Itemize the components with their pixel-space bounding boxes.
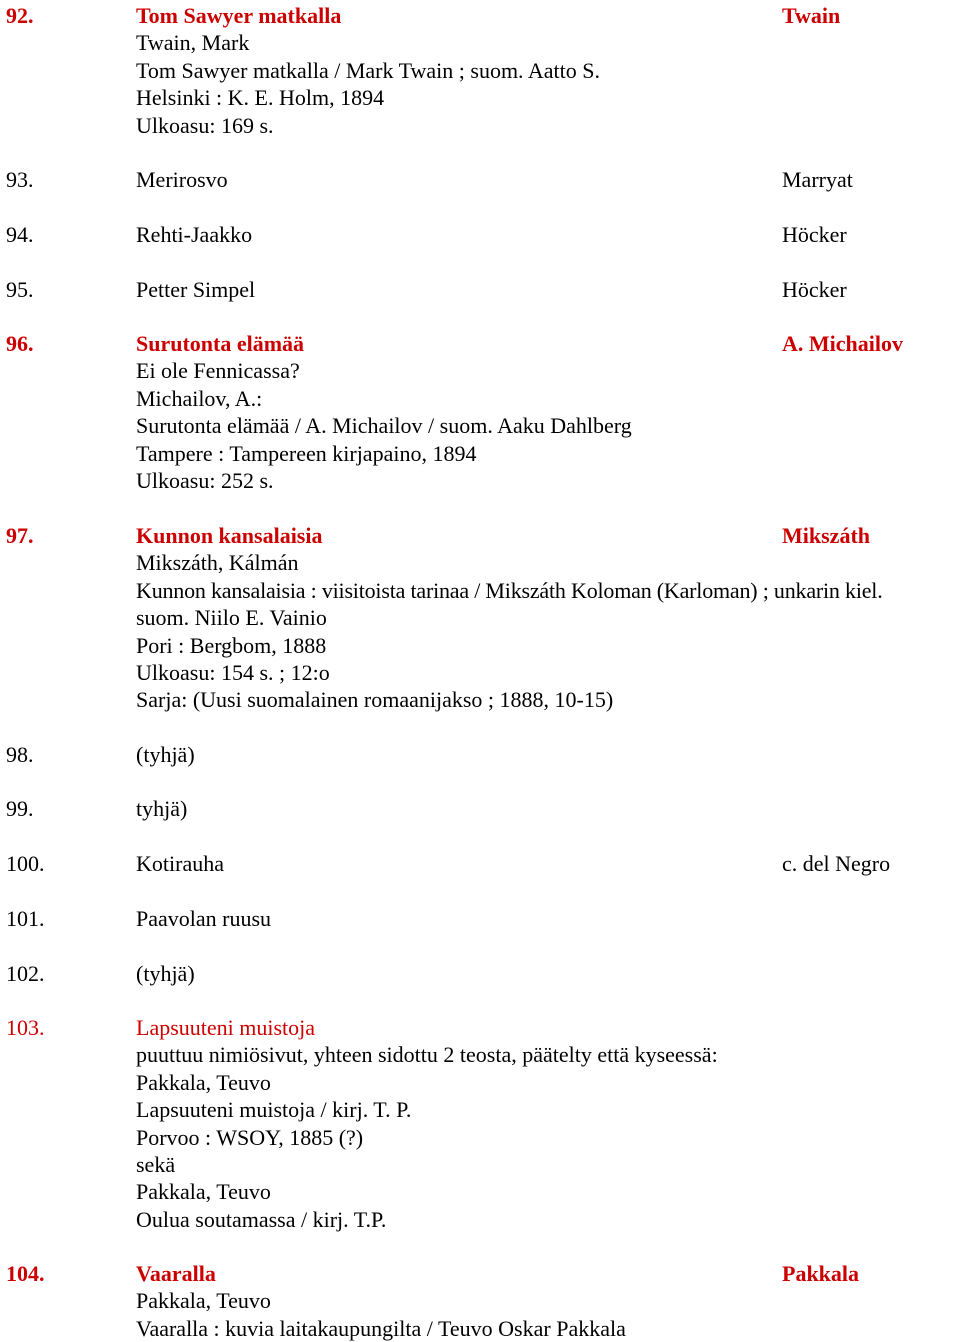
- detail-line: Twain, Mark: [136, 30, 250, 56]
- entry-95: [0, 276, 960, 303]
- entry-97: [0, 522, 960, 714]
- detail-line: Surutonta elämää / A. Michailov / suom. Aaku Dahlberg: [136, 413, 632, 439]
- entry-92: [0, 2, 960, 139]
- entry-98: [0, 741, 960, 768]
- detail-line: Vaaralla : kuvia laitakaupungilta / Teuvo Oskar Pakkala: [136, 1315, 626, 1341]
- entry-title: Kunnon kansalaisia: [136, 523, 323, 548]
- entry-author: Höcker: [782, 222, 847, 247]
- entry-93: [0, 166, 960, 193]
- entry-99: [0, 795, 960, 822]
- entry-author: Pakkala: [782, 1261, 860, 1286]
- entry-number: 101.: [6, 906, 45, 931]
- entry-title: Lapsuuteni muistoja: [136, 1015, 316, 1040]
- detail-line: Sarja: (Uusi suomalainen romaanijakso ; 1888, 10-15): [136, 687, 614, 713]
- detail-line: Pakkala, Teuvo: [136, 1069, 271, 1095]
- detail-line: Helsinki : K. E. Holm, 1894: [136, 85, 385, 111]
- entry-104: [0, 1260, 960, 1342]
- entry-title: (tyhjä): [136, 742, 195, 767]
- entry-number: 100.: [6, 851, 45, 876]
- entry-author: Höcker: [782, 277, 847, 302]
- entry-author: A. Michailov: [782, 331, 903, 356]
- entry-number: 93.: [6, 167, 34, 192]
- detail-line: Pakkala, Teuvo: [136, 1179, 271, 1205]
- detail-line: Ulkoasu: 154 s. ; 12:o: [136, 659, 330, 685]
- detail-line: Michailov, A.:: [136, 385, 263, 411]
- entry-title: Rehti-Jaakko: [136, 222, 253, 247]
- detail-line: Ulkoasu: 169 s.: [136, 112, 274, 138]
- entry-number: 103.: [6, 1015, 45, 1040]
- detail-line: Lapsuuteni muistoja / kirj. T. P.: [136, 1097, 412, 1123]
- entry-number: 94.: [6, 222, 34, 247]
- entry-author: Mikszáth: [782, 523, 870, 548]
- entry-103: [0, 1014, 960, 1233]
- detail-line: Mikszáth, Kálmán: [136, 550, 299, 576]
- detail-line: Ulkoasu: 252 s.: [136, 467, 274, 493]
- entry-number: 102.: [6, 961, 45, 986]
- entry-number: 92.: [6, 3, 34, 28]
- detail-line: Kunnon kansalaisia : viisitoista tarinaa / Mikszáth Koloman (Karloman) ; unkarin kiel.: [136, 577, 883, 603]
- detail-line: suom. Niilo E. Vainio: [136, 605, 327, 631]
- detail-line: Pakkala, Teuvo: [136, 1288, 271, 1314]
- entry-number: 95.: [6, 277, 34, 302]
- detail-line: sekä: [136, 1151, 176, 1177]
- detail-line: Tampere : Tampereen kirjapaino, 1894: [136, 440, 477, 466]
- entry-number: 96.: [6, 331, 34, 356]
- detail-line: puuttuu nimiösivut, yhteen sidottu 2 teosta, päätelty että kyseessä:: [136, 1042, 718, 1068]
- entry-author: c. del Negro: [782, 851, 891, 876]
- entry-number: 97.: [6, 523, 34, 548]
- detail-line: Ei ole Fennicassa?: [136, 358, 300, 384]
- entry-102: [0, 960, 960, 987]
- entry-title: tyhjä): [136, 796, 188, 821]
- detail-line: Oulua soutamassa / kirj. T.P.: [136, 1206, 387, 1232]
- entry-number: 104.: [6, 1261, 45, 1286]
- entry-96: [0, 330, 960, 494]
- entry-title: Surutonta elämää: [136, 331, 305, 356]
- entry-author: Twain: [782, 3, 841, 28]
- entry-title: Petter Simpel: [136, 277, 256, 302]
- detail-line: Pori : Bergbom, 1888: [136, 632, 327, 658]
- entry-title: (tyhjä): [136, 961, 195, 986]
- entry-title: Vaaralla: [136, 1261, 216, 1286]
- entry-title: Paavolan ruusu: [136, 906, 272, 931]
- entry-number: 98.: [6, 742, 34, 767]
- detail-line: Porvoo : WSOY, 1885 (?): [136, 1124, 364, 1150]
- entry-title: Merirosvo: [136, 167, 228, 192]
- entry-author: Marryat: [782, 167, 853, 192]
- entry-100: [0, 850, 960, 877]
- entry-94: [0, 221, 960, 248]
- entry-title: Kotirauha: [136, 851, 224, 876]
- entry-title: Tom Sawyer matkalla: [136, 3, 342, 28]
- entry-101: [0, 905, 960, 932]
- entry-number: 99.: [6, 796, 34, 821]
- detail-line: Tom Sawyer matkalla / Mark Twain ; suom. Aatto S.: [136, 57, 600, 83]
